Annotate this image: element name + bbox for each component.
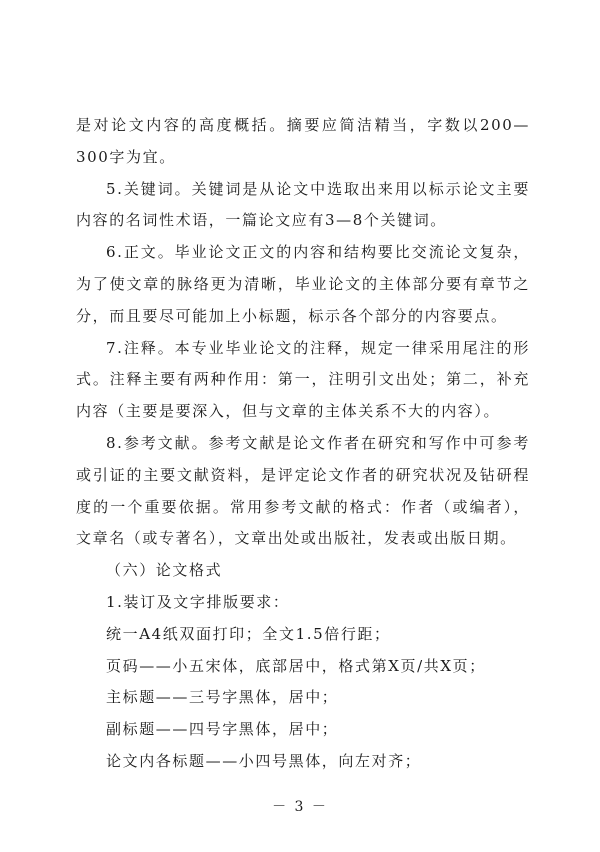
paragraph-keywords: 5.关键词。关键词是从论文中选取出来用以标示论文主要内容的名词性术语，一篇论文应有3—8个关键词。 [76, 179, 530, 230]
list-item-main-title: 主标题——三号字黑体，居中； [106, 688, 339, 707]
list-item-printing: 统一A4纸双面打印；全文1.5倍行距； [106, 624, 391, 643]
list-item-binding-requirements: 1.装订及文字排版要求： [106, 592, 290, 611]
paragraph-abstract-continued: 是对论文内容的高度概括。摘要应简洁精当，字数以200—300字为宜。 [76, 116, 530, 166]
page-number: － 3 － [272, 799, 328, 815]
list-item-subtitle: 副标题——四号字黑体，居中； [106, 720, 339, 739]
list-item-section-titles: 论文内各标题——小四号黑体，向左对齐； [106, 751, 422, 770]
paragraph-notes: 7.注释。本专业毕业论文的注释，规定一律采用尾注的形式。注释主要有两种作用：第一，注明引文出处；第二，补充内容（主要是要深入，但与文章的主体关系不大的内容）。 [76, 338, 530, 421]
section-heading-format: （六）论文格式 [106, 561, 223, 580]
list-item-page-number-format: 页码——小五宋体，底部居中，格式第X页/共X页； [106, 656, 486, 675]
paragraph-references: 8.参考文献。参考文献是论文作者在研究和写作中可参考或引证的主要文献资料，是评定论文作者的研究状况及钻研程度的一个重要依据。常用参考文献的格式：作者（或编者），文章名（或专著名），文章出处或出版社，发表或出版日期。 [76, 433, 530, 548]
paragraph-main-text: 6.正文。毕业论文正文的内容和结构要比交流论文复杂，为了使文章的脉络更为清晰，毕业论文的主体部分要有章节之分，而且要尽可能加上小标题，标示各个部分的内容要点。 [76, 243, 530, 325]
body-text [76, 110, 530, 778]
